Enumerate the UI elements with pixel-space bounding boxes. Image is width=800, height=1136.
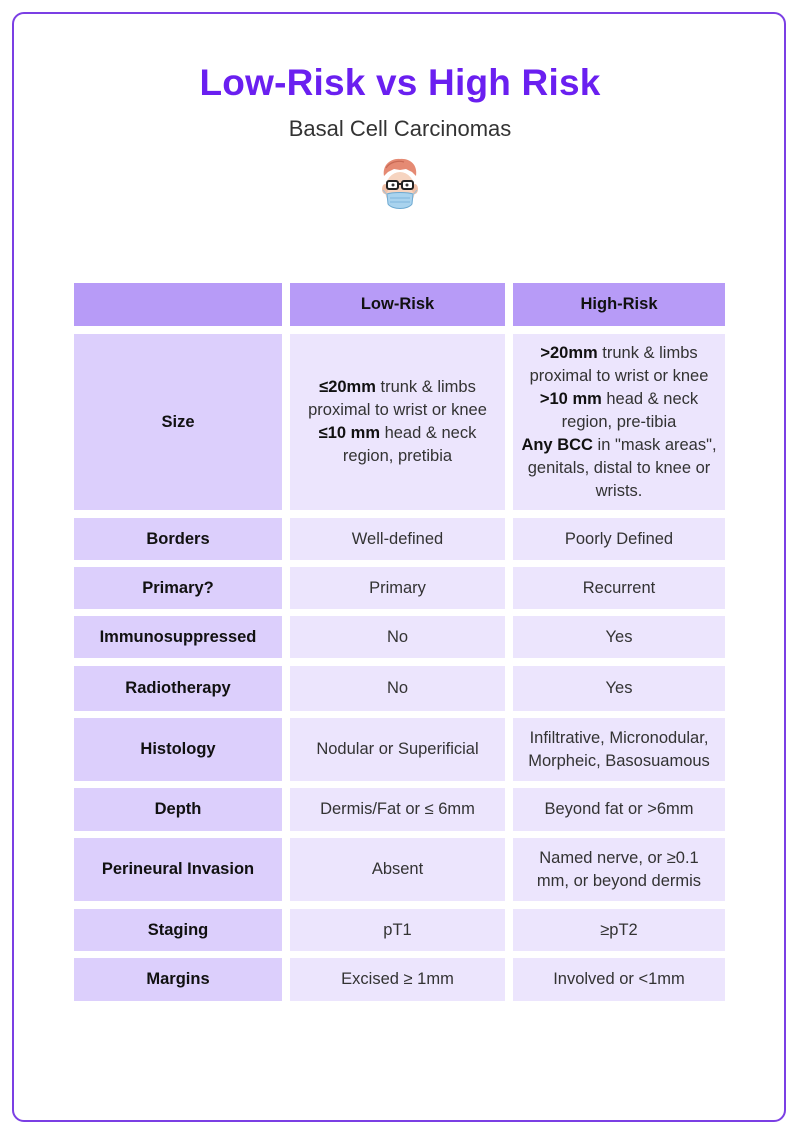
size-high-risk: >20mm trunk & limbs proximal to wrist or knee >10 mm head & neck region, pre-tibia Any BCC in "mask areas", genitals, distal to knee or wrists.: [513, 334, 725, 510]
row-label-immunosuppressed: Immunosuppressed: [74, 616, 282, 658]
table-cell: Recurrent: [513, 567, 725, 609]
header-high-risk: High-Risk: [513, 283, 725, 326]
table-cell: No: [290, 616, 505, 658]
row-label-size: Size: [74, 334, 282, 510]
row-label-margins: Margins: [74, 958, 282, 1001]
row-label-radiotherapy: Radiotherapy: [74, 666, 282, 711]
page-title: Low-Risk vs High Risk: [199, 62, 601, 103]
table-cell: Yes: [513, 666, 725, 711]
table-cell: Primary: [290, 567, 505, 609]
row-label-borders: Borders: [74, 518, 282, 560]
row-label-staging: Staging: [74, 909, 282, 951]
table-cell: Beyond fat or >6mm: [513, 788, 725, 831]
size-low-risk: ≤20mm trunk & limbs proximal to wrist or knee ≤10 mm head & neck region, pretibia: [290, 334, 505, 510]
table-cell: Poorly Defined: [513, 518, 725, 560]
header-empty-cell: [74, 283, 282, 326]
table-cell: pT1: [290, 909, 505, 951]
table-cell: No: [290, 666, 505, 711]
table-cell: Involved or <1mm: [513, 958, 725, 1001]
table-cell: ≥pT2: [513, 909, 725, 951]
row-label-depth: Depth: [74, 788, 282, 831]
table-cell: Named nerve, or ≥0.1 mm, or beyond dermis: [513, 838, 725, 901]
header-low-risk: Low-Risk: [290, 283, 505, 326]
table-cell: Dermis/Fat or ≤ 6mm: [290, 788, 505, 831]
table-cell: Well-defined: [290, 518, 505, 560]
table-cell: Excised ≥ 1mm: [290, 958, 505, 1001]
table-cell: Infiltrative, Micronodular, Morpheic, Basosuamous: [513, 718, 725, 781]
table-cell: Yes: [513, 616, 725, 658]
row-label-perineural-invasion: Perineural Invasion: [74, 838, 282, 901]
page-subtitle: Basal Cell Carcinomas: [288, 116, 512, 141]
row-label-primary: Primary?: [74, 567, 282, 609]
doctor-mask-avatar-icon: [376, 156, 424, 220]
table-cell: Nodular or Superificial: [290, 718, 505, 781]
table-cell: Absent: [290, 838, 505, 901]
row-label-histology: Histology: [74, 718, 282, 781]
